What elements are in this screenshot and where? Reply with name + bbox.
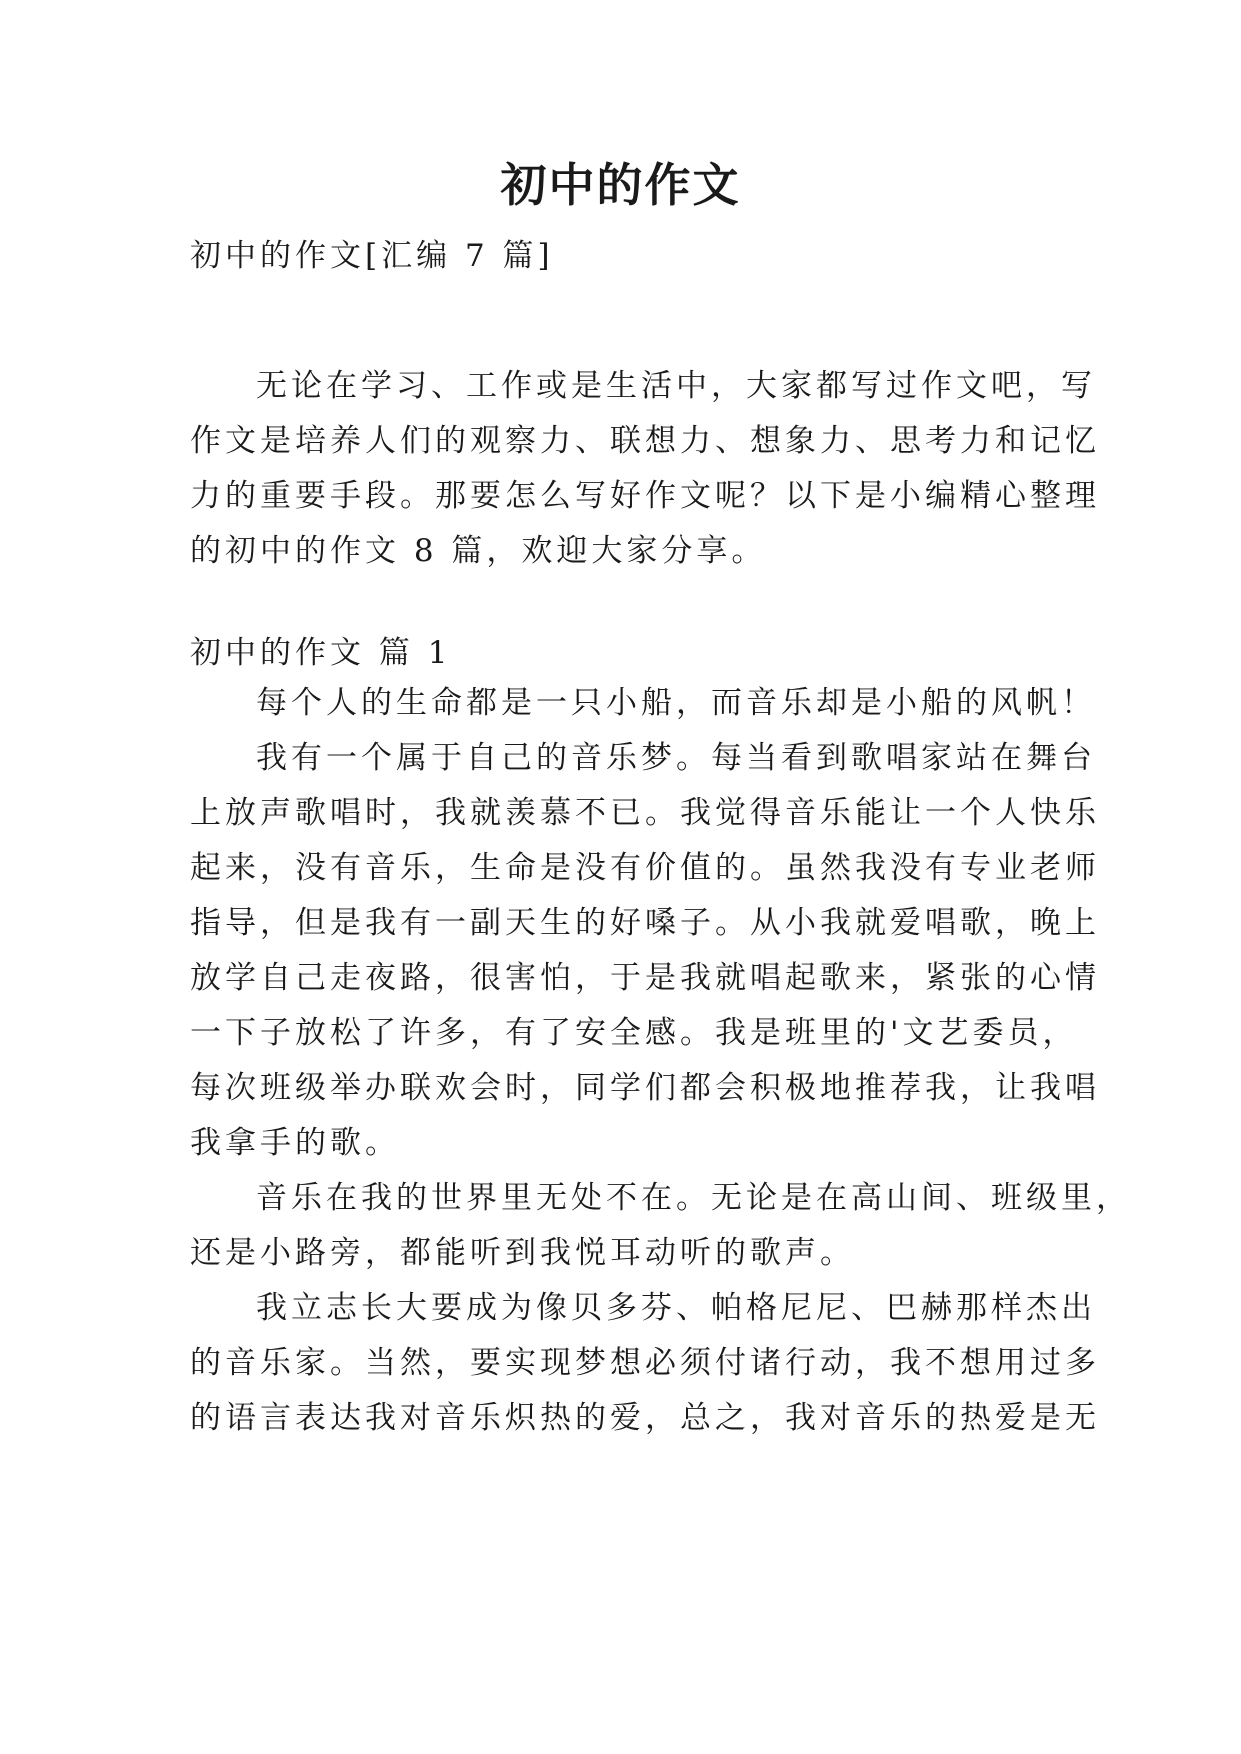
text-line: 力的重要手段。那要怎么写好作文呢？以下是小编精心整理: [190, 478, 1100, 514]
section-heading: 初中的作文 篇 1: [190, 635, 452, 671]
text-line: 我拿手的歌。: [190, 1125, 400, 1161]
text-line: 作文是培养人们的观察力、联想力、想象力、思考力和记忆: [190, 423, 1100, 459]
text-line: 我有一个属于自己的音乐梦。每当看到歌唱家站在舞台: [256, 740, 1096, 776]
text-line: 音乐在我的世界里无处不在。无论是在高山间、班级里，: [256, 1180, 1131, 1216]
text-line: 上放声歌唱时，我就羡慕不已。我觉得音乐能让一个人快乐: [190, 795, 1100, 831]
text-line: 的音乐家。当然，要实现梦想必须付诸行动，我不想用过多: [190, 1345, 1100, 1381]
text-line: 每个人的生命都是一只小船，而音乐却是小船的风帆！: [256, 685, 1096, 721]
text-line: 放学自己走夜路，很害怕，于是我就唱起歌来，紧张的心情: [190, 960, 1100, 996]
text-line: 每次班级举办联欢会时，同学们都会积极地推荐我，让我唱: [190, 1070, 1100, 1106]
text-line: 起来，没有音乐，生命是没有价值的。虽然我没有专业老师: [190, 850, 1100, 886]
text-line: 指导，但是我有一副天生的好嗓子。从小我就爱唱歌，晚上: [190, 905, 1100, 941]
text-line: 的语言表达我对音乐炽热的爱，总之，我对音乐的热爱是无: [190, 1400, 1100, 1436]
text-line: 我立志长大要成为像贝多芬、帕格尼尼、巴赫那样杰出: [256, 1290, 1096, 1326]
text-line: 无论在学习、工作或是生活中，大家都写过作文吧，写: [256, 368, 1096, 404]
text-line: 一下子放松了许多，有了安全感。我是班里的'文艺委员，: [190, 1015, 1078, 1051]
text-line: 的初中的作文 8 篇，欢迎大家分享。: [190, 533, 767, 569]
text-line: 还是小路旁，都能听到我悦耳动听的歌声。: [190, 1235, 855, 1271]
document-subtitle: 初中的作文[汇编 7 篇]: [190, 238, 554, 274]
document-title: 初中的作文: [500, 158, 741, 212]
